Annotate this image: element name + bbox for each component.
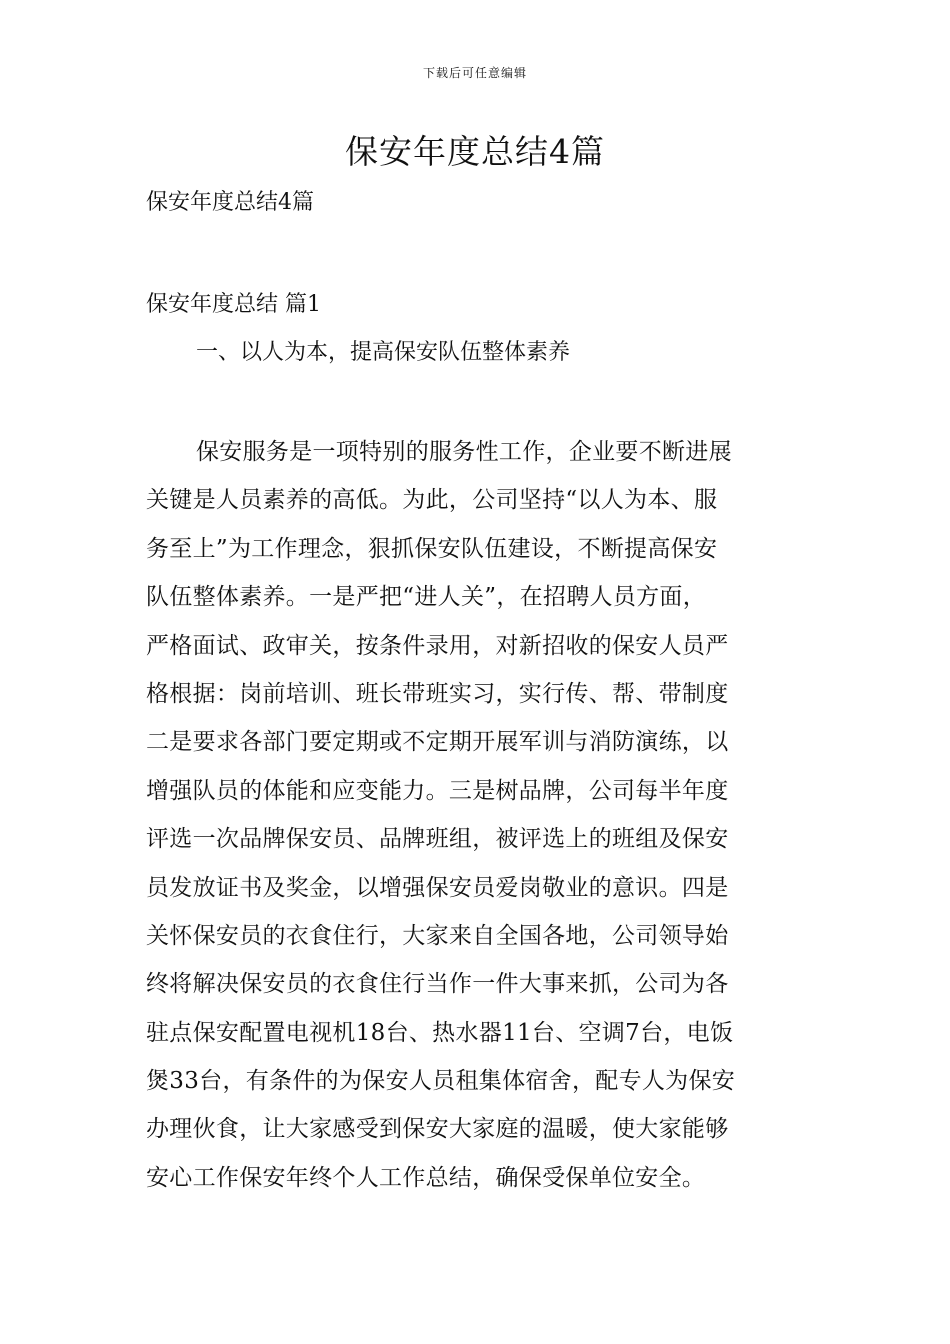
body-line: 务至上”为工作理念，狠抓保安队伍建设，不断提高保安 (146, 535, 718, 562)
body-line: 保安服务是一项特别的服务性工作，企业要不断进展 (196, 439, 732, 465)
body-line: 增强队员的体能和应变能力。三是树品牌，公司每半年度 (146, 777, 729, 804)
body-line: 安心工作保安年终个人工作总结，确保受保单位安全。 (146, 1164, 706, 1191)
body-line: 关键是人员素养的高低。为此，公司坚持“以人为本、服 (146, 487, 718, 514)
body-line: 评选一次品牌保安员、品牌班组，被评选上的班组及保安 (146, 826, 729, 853)
body-line: 关怀保安员的衣食住行，大家来自全国各地，公司领导始 (146, 922, 729, 949)
body-line: 员发放证书及奖金，以增强保安员爱岗敬业的意识。四是 (146, 874, 729, 901)
body-line: 严格面试、政审关，按条件录用，对新招收的保安人员严 (146, 632, 729, 659)
body-paragraph (146, 428, 810, 1202)
page-header-note: 下载后可任意编辑 (422, 66, 527, 80)
document-title: 保安年度总结4篇 (345, 132, 605, 171)
body-line: 煲33台，有条件的为保安人员租集体宿舍，配专人为保安 (146, 1068, 736, 1095)
sub-heading: 一、以人为本，提高保安队伍整体素养 (196, 340, 571, 365)
document-subtitle: 保安年度总结4篇 (146, 190, 314, 215)
section-heading: 保安年度总结 篇1 (146, 292, 321, 317)
body-line: 格根据：岗前培训、班长带班实习，实行传、帮、带制度 (146, 680, 729, 707)
body-line: 二是要求各部门要定期或不定期开展军训与消防演练，以 (146, 729, 729, 756)
body-line: 队伍整体素养。一是严把“进人关”，在招聘人员方面， (146, 584, 707, 611)
body-line: 驻点保安配置电视机18台、热水器11台、空调7台，电饭 (146, 1019, 734, 1046)
body-line: 办理伙食，让大家感受到保安大家庭的温暖，使大家能够 (146, 1116, 729, 1143)
body-line: 终将解决保安员的衣食住行当作一件大事来抓，公司为各 (146, 971, 729, 998)
